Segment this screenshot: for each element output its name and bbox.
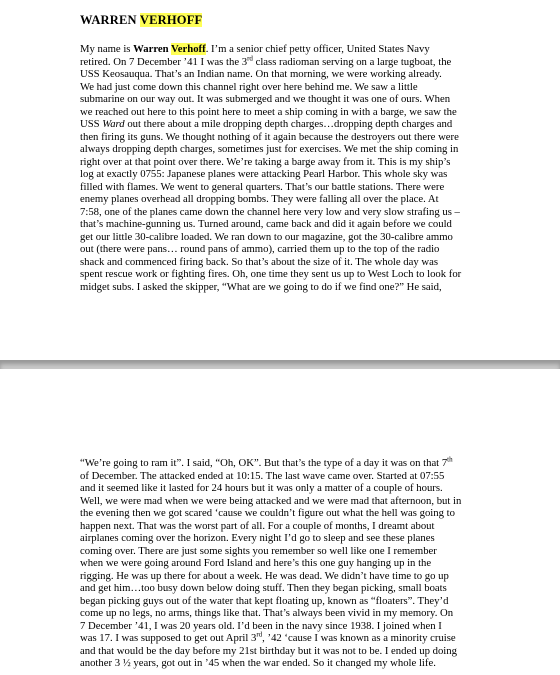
document-title [80, 13, 202, 28]
text-fragment: class radioman serving on a large tugboat, the [252, 55, 452, 68]
text-fragment: “We’re going to ram it”. I said, “Oh, OK”. But that’s the type of a day it was on that 7 [80, 457, 448, 469]
ordinal-superscript: th [447, 455, 453, 464]
text-line: shack and commenced firing back. So that’s about the size of it. The whole day was [80, 255, 439, 268]
paragraph-page-1 [80, 43, 490, 293]
text-line: and it seemed like it lasted for 24 hours but it was only a matter of a couple of hours. [80, 482, 443, 494]
text-fragment: was 17. I was supposed to get out April 3 [80, 632, 257, 644]
text-line: out (there were pans… round pans of ammo), carried them up to the top of the radio [80, 243, 440, 255]
text-line: began picking guys out of the water that kept floating up, known as “floaters”. They’d [80, 594, 449, 607]
text-line [80, 457, 490, 470]
text-line: filled with flames. We went to general quarters. That’s our battle stations. There were [80, 180, 445, 193]
text-line: rigging. He was up there for about a week. He was dead. We didn’t have time to go up [80, 569, 449, 582]
text-line: happen next. That was the worst part of all. For a couple of months, I dreamt about [80, 519, 435, 532]
text-line: 7:58, one of the planes came down the channel here very low and very slow strafing us – [80, 205, 460, 218]
intro-prefix: My name is [80, 43, 134, 55]
text-line: airplanes coming over the horizon. Every night I’d go to sleep and see these planes [80, 532, 435, 544]
text-line [80, 632, 490, 645]
document-page-2 [0, 369, 560, 675]
text-line: another 3 ½ years, got out in ’45 when the war ended. So it changed my whole life. [80, 657, 436, 669]
text-line: get our little 30-calibre loaded. We ran down to our magazine, got the 30-calibre ammo [80, 230, 453, 243]
title-highlighted-surname: VERHOFF [139, 13, 203, 27]
ordinal-superscript: rd [256, 630, 263, 639]
text-line [80, 53, 490, 69]
text-line: right over at that point over there. We’re taking a barge away from it. This is my ship’s [80, 155, 451, 168]
intro-suffix: . I’m a senior chief petty officer, United States Navy [205, 43, 430, 55]
text-line: come up no legs, no arms, things like that. That’s always been vivid in my memory. On [80, 607, 454, 619]
paragraph-page-2 [80, 457, 490, 670]
text-line: 7 December ’41, I was 20 years old. I’d been in the navy since 1938. I joined when I [80, 619, 442, 632]
text-line: the evening then we got scared ‘cause we couldn’t figure out what the hell was going to [80, 507, 455, 519]
text-line: USS Keosauqua. That’s an Indian name. On that morning, we were working already. [80, 68, 442, 80]
text-line: of December. The attacked ended at 10:15. The last wave came over. Started at 07:55 [80, 469, 445, 482]
text-fragment: out there about a mile dropping depth charges…dropping depth charges and [124, 118, 453, 130]
text-line: and get him…too busy down below doing stuff. Then they began picking, small boats [80, 582, 447, 594]
text-line: when we were going around Ford Island and here’s this one guy hanging up in the [80, 557, 432, 569]
text-line: always dropping depth charges, sometimes just for exercises. We met the ship coming in [80, 143, 459, 155]
text-line: Well, we were mad when we were being attacked and we were mad that afternoon, but in [80, 494, 462, 507]
text-line [80, 118, 490, 131]
text-line: We had just come down this channel right over here behind me. We saw a little [80, 80, 418, 93]
text-line: then firing its guns. We thought nothing of it again because the destroyers out there were [80, 130, 459, 143]
ship-name-italic: Ward [102, 118, 125, 130]
text-line: and that would be the day before my 21st birthday but it was not to be. I ended up doing [80, 644, 457, 657]
ordinal-superscript: rd [247, 53, 253, 62]
text-fragment: USS [80, 118, 103, 130]
text-line [80, 43, 490, 56]
text-line: coming over. There are just some sights you remember so well like one I remember [80, 544, 437, 557]
intro-name-first: Warren [133, 43, 172, 55]
intro-name-highlighted: Verhoff [171, 43, 206, 55]
text-line: log at exactly 0755: Japanese planes were attacking Pearl Harbor. This whole sky was [80, 168, 448, 180]
text-line: we reached out here to this point here to meet a ship coming in with a barge, we saw the [80, 105, 457, 118]
text-line: that’s machine-gunning us. Turned around, came back and did it again before we could [80, 218, 452, 230]
title-first-name: WARREN [80, 13, 140, 27]
text-line: submarine on our way out. It was submerged and we thought it was one of ours. When [80, 93, 451, 105]
text-line: enemy planes overhead all dropping bombs. They were falling all over the place. At [80, 193, 439, 205]
text-fragment: retired. On 7 December ’41 I was the 3 [80, 55, 248, 68]
text-line: spent rescue work or fighting fires. Oh, one time they sent us up to West Loch to look for [80, 268, 462, 280]
text-fragment: , ’42 ‘cause I was known as a minority cruise [262, 632, 456, 644]
text-line: midget subs. I asked the skipper, “What are we going to do if we find one?” He said, [80, 280, 442, 293]
